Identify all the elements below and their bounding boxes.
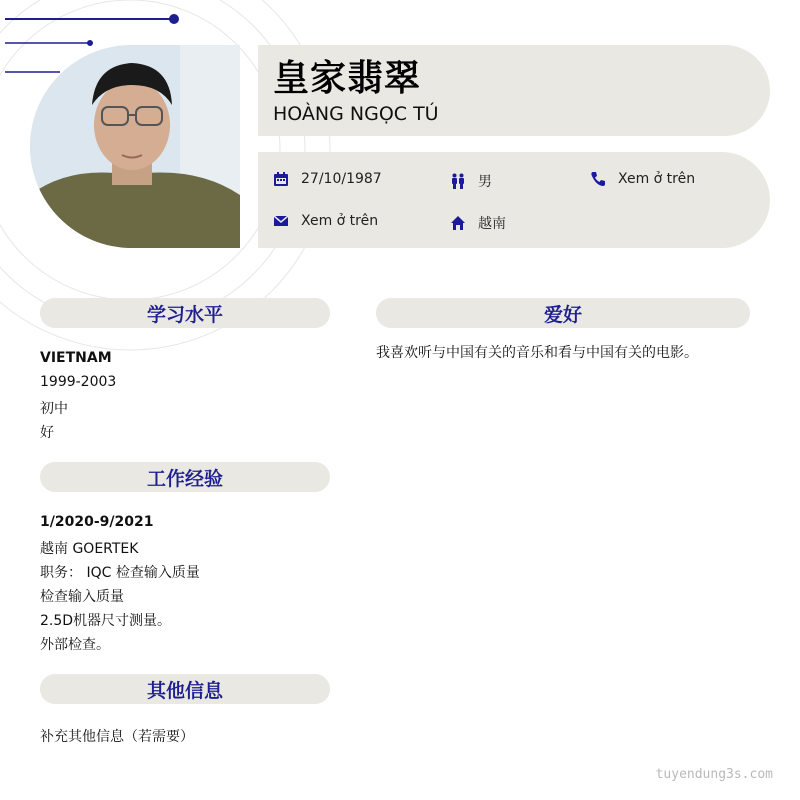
education-school: VIETNAM — [40, 350, 112, 366]
other-info-text: 补充其他信息（若需要） — [40, 729, 194, 745]
email-text: Xem ở trên — [301, 213, 379, 229]
envelope-icon — [273, 213, 289, 229]
contact-info-panel — [258, 152, 770, 248]
experience-position: 职务： IQC 检查输入质量 — [40, 565, 200, 581]
experience-header: 工作经验 — [40, 462, 330, 492]
experience-company: 越南 GOERTEK — [40, 541, 139, 557]
experience-duty: 外部检查。 — [40, 637, 110, 653]
education-level: 初中 — [40, 401, 68, 417]
experience-duty: 检查输入质量 — [40, 589, 124, 605]
gender-text: 男 — [478, 174, 492, 190]
education-years: 1999-2003 — [40, 374, 117, 390]
education-header: 学习水平 — [40, 298, 330, 328]
education-grade: 好 — [40, 425, 54, 441]
gender-item — [450, 171, 492, 191]
birthdate-text: 27/10/1987 — [301, 171, 382, 187]
profile-photo — [30, 45, 240, 248]
calendar-icon — [273, 171, 289, 187]
phone-icon — [590, 171, 606, 187]
address-text: 越南 — [478, 216, 506, 232]
candidate-name-vietnamese: HOÀNG NGỌC TÚ — [273, 103, 439, 125]
phone-text: Xem ở trên — [618, 171, 696, 187]
candidate-name-chinese: 皇家翡翠 — [273, 58, 422, 99]
home-icon — [450, 215, 466, 231]
address-item — [450, 213, 506, 233]
experience-period: 1/2020-9/2021 — [40, 514, 154, 530]
watermark: tuyendung3s.com — [655, 767, 773, 782]
email-item — [273, 213, 378, 229]
people-icon — [450, 173, 466, 189]
phone-item — [590, 171, 695, 187]
hobbies-header: 爱好 — [376, 298, 750, 328]
birthdate-item — [273, 171, 382, 187]
experience-duty: 2.5D机器尺寸测量。 — [40, 613, 172, 629]
other-info-header: 其他信息 — [40, 674, 330, 704]
hobbies-text: 我喜欢听与中国有关的音乐和看与中国有关的电影。 — [376, 345, 698, 361]
